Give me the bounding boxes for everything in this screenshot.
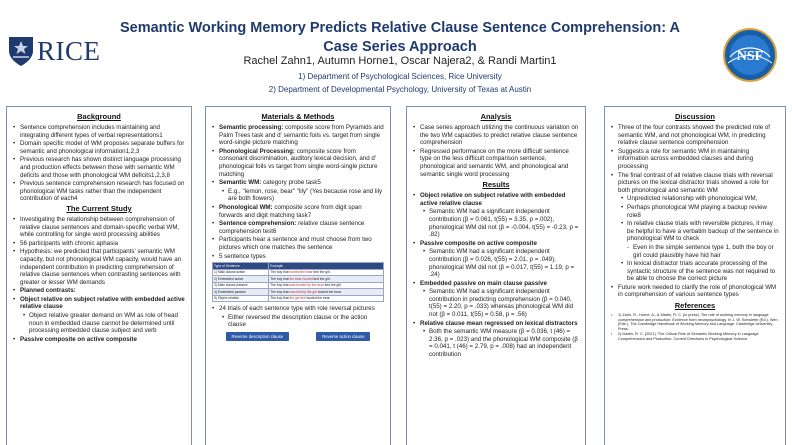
list-item: • Previous sentence comprehension research has focused on phonological WM tasks rather than the independent contribution of each4 <box>13 180 185 203</box>
list-item: • Suggests a role for semantic WM in maintaining information across embedded clauses and during processing <box>611 148 779 171</box>
list-item: • Semantic WM had a significant independent contribution (β = 0.061, t(55) = 3.35, p =.002), phonological WM did not (β = -0.004, t(55) = -0.23, p = .82) <box>413 208 579 238</box>
example-part: tied the girl. <box>324 283 342 288</box>
list-item <box>413 240 579 248</box>
result-4-heading: Relative clause mean regressed on lexical distractors <box>420 319 578 327</box>
rice-wordmark: RICE <box>37 35 101 66</box>
list-item: • In lexical distractor trials accurate processing of the syntactic structure of the sentence was not required to be able to choose the correct picture <box>611 260 779 283</box>
list-item: • In relative clause trials with reversible pictures, it may be helpful to have a verbatim backup of the sentence in phonological WM to check <box>611 220 779 243</box>
example-highlight: hunted the bear <box>289 270 314 275</box>
semantic-wm-label: Semantic WM: <box>219 179 262 187</box>
results-list <box>413 192 579 358</box>
list-item: • Investigating the relationship between comprehension of relative clause sentences and domain-specific verbal WM, while controlling for single word processing abilities <box>13 216 185 239</box>
background-list <box>13 124 185 203</box>
list-item <box>212 148 384 178</box>
sentence-comprehension-text: relative clause sentence comprehension test6 <box>219 220 365 235</box>
list-item <box>212 204 384 219</box>
table-cell <box>269 295 384 302</box>
result-1-heading: Object relative on subject relative with embedded active relative clause <box>420 192 566 207</box>
phonological-processing-text: composite score from consonant discrimination, auditory lexical decision, and d' phonological foils vs target from single word-single picture matching <box>219 147 378 178</box>
example-part: tied the girl. <box>313 270 331 275</box>
list-item <box>13 287 185 295</box>
list-item: • Object relative greater demand on WM as role of head noun in embedded clause cannot be determined until processing embedded clause subject and verb <box>13 312 185 335</box>
list-item: • Unpredicted relationship with phonological WM, <box>611 195 779 203</box>
references-list <box>611 313 779 342</box>
example-part: The boy that <box>270 283 290 288</box>
example-part: The boy that <box>270 289 290 294</box>
rice-shield-icon <box>8 35 34 67</box>
list-item <box>13 336 185 344</box>
semantic-processing-text: composite score from Pyramids and Palm Trees task and d' semantic foils vs. target from single word-single picture matching <box>219 124 384 147</box>
example-highlight: the bear hunted <box>289 276 314 281</box>
semantic-processing-label: Semantic processing: <box>219 124 284 131</box>
list-item: • The final contrast of all relative clause trials with reversal pictures on the lexical distractor trials showed a role for both phonological and semantic WM <box>611 172 779 195</box>
list-item: • Both the semantic WM measure (β = 0.036, t (46) = 2.36, p = .023) and the phonological WM composite (β = 0.041, t (46) = 2.79, p = .008) had an independent contribution <box>413 328 579 358</box>
example-highlight: was tied by the girl <box>289 289 318 294</box>
example-part: The boy that <box>270 296 290 301</box>
poster-affiliations <box>200 70 600 96</box>
background-panel <box>6 106 192 445</box>
list-item: - Even in the simple sentence type 1, both the boy or girl could plausibly have hid hair <box>611 244 779 259</box>
list-item: • 24 trials of each sentence type with role reversal pictures <box>212 305 384 313</box>
list-item <box>212 124 384 147</box>
poster-header <box>0 0 792 98</box>
contrast-2: Passive composite on active composite <box>20 335 137 343</box>
list-item: • Perhaps phonological WM playing a backup review role8 <box>611 204 779 219</box>
phonological-wm-label: Phonological WM: <box>219 203 273 211</box>
list-item: • Case series approach utilizing the continuous variation on the two WM capacities to predict relative clause sentence comprehension <box>413 124 579 147</box>
table-cell: 1) Main clause active <box>213 269 269 276</box>
table-cell: 2) Embedded active <box>213 276 269 283</box>
list-item: • Three of the four contrasts showed the predicted role of semantic WM, and not phonological WM, in predicting relative clause sentence comprehension <box>611 124 779 147</box>
phonological-wm-text: composite score from digit span forwards and digit matching task7 <box>219 203 362 219</box>
reference-item: • 1) Zahn, R., Horne, A., & Martin, R. C. (in press). The role of working memory in language comprehension and production: Evidence from neuropsychology. In J. W. Schwieter (Ed.), Wen (Eds.), The Cambridge Handbook of Working Memory and Language. Cambridge University Press. <box>611 313 779 331</box>
sentence-types-table <box>212 262 384 302</box>
list-item: • Hypothesis: we predicted that participants' semantic WM capacity, but not phonological WM capacity, would have an independent contribution in predicting comprehension of relative clause sentences when contrasting sentences with greater or lesser WM demands <box>13 248 185 286</box>
table-row <box>213 295 384 302</box>
analysis-panel <box>406 106 586 445</box>
list-item: • Semantic WM had a significant independent contribution (β = 0.026, t(55) = 2.01, p = .049), phonological WM did not (β = 0.017, t(55) = 1.19, p = .24) <box>413 248 579 278</box>
example-highlight: was hunted by the bear <box>289 283 325 288</box>
trials-list <box>212 305 384 329</box>
background-title: Background <box>77 112 121 121</box>
list-item: • Either reversed the description clause or the action clause <box>212 314 384 329</box>
list-item <box>413 192 579 207</box>
example-part: hunted the bear. <box>317 289 342 294</box>
nsf-wordmark: NSF <box>736 49 764 64</box>
list-item: • 56 participants with chronic aphasia <box>13 240 185 248</box>
discussion-panel <box>604 106 786 445</box>
analysis-title: Analysis <box>480 112 512 121</box>
list-item: • Semantic WM had a significant independent contribution in predicting comprehension (β = 0.040, t(55) = 2.20, p = .033) whereas phonological WM did not (β = 0.011, t(55) = 0.58, p = .56) <box>413 288 579 318</box>
affiliation-1: 1) Department of Psychological Sciences, Rice University <box>298 72 502 81</box>
table-cell: 5) Object relative <box>213 295 269 302</box>
list-item: • Previous research has shown distinct language processing and production effects between those with semantic WM deficits and those with phonological WM deficits1,2,3,8 <box>13 156 185 179</box>
list-item: • Domain specific model of WM proposes separate buffers for semantic and phonological information1,2,3 <box>13 140 185 155</box>
list-item: • E.g., "lemon, rose, bear" "lily" (Yes because rose and lily are both flowers) <box>212 188 384 203</box>
table-cell: 3) Main clause passive <box>213 282 269 289</box>
rice-logo <box>8 34 118 68</box>
table-header-cell: Type of Sentence <box>213 263 269 270</box>
contrast-1: Object relative on subject relative with embedded active relative clause <box>20 295 185 311</box>
current-study-list <box>13 216 185 344</box>
methods-list <box>212 124 384 260</box>
nsf-logo-icon <box>722 27 778 83</box>
list-item <box>13 296 185 311</box>
example-part: The boy that <box>270 270 290 275</box>
discussion-list <box>611 124 779 299</box>
table-header-cell: Example <box>269 263 384 270</box>
example-part: hunted the bear. <box>306 296 331 301</box>
list-item <box>212 179 384 187</box>
reference-item: • 2) Martin, R. C. (2021). The Critical Role of Semantic Working Memory in Language Comprehension and Production. Current Directions in Psychological Science. <box>611 332 779 341</box>
list-item: • Future work needed to clarify the role of phonological WM in comprehension of various sentence types <box>611 284 779 299</box>
semantic-wm-text: category probe task5 <box>261 179 321 187</box>
stimulus-examples <box>212 332 384 341</box>
example-highlight: the girl tied <box>289 296 307 301</box>
poster-title: Semantic Working Memory Predicts Relative Clause Sentence Comprehension: A Case Series Approach <box>119 20 681 55</box>
list-item: • Participants hear a sentence and must choose from two pictures which one matches the sentence <box>212 236 384 251</box>
affiliation-2: 2) Department of Developmental Psychology, University of Texas at Austin <box>268 85 532 94</box>
list-item <box>413 320 579 328</box>
result-2-heading: Passive composite on active composite <box>420 239 537 247</box>
example-part: The boy that <box>270 276 290 281</box>
list-item <box>212 220 384 235</box>
list-item: • Sentence comprehension includes maintaining and integrating different types of verbal representations1 <box>13 124 185 139</box>
planned-contrasts-label: Planned contrasts: <box>20 287 76 295</box>
list-item: • 5 sentence types <box>212 253 384 261</box>
phonological-processing-label: Phonological Processing: <box>219 147 295 155</box>
current-study-title: The Current Study <box>66 203 132 213</box>
example-part: tied the girl. <box>313 276 331 281</box>
sentence-comprehension-label: Sentence comprehension: <box>219 220 297 228</box>
table-cell: 4) Embedded passive <box>213 289 269 296</box>
discussion-title: Discussion <box>674 112 715 121</box>
methods-panel <box>205 106 391 445</box>
results-title: Results <box>482 180 510 190</box>
poster-authors: Rachel Zahn1, Autumn Horne1, Oscar Najera2, & Randi Martin1 <box>243 55 557 67</box>
reverse-description-label: Reverse description clause <box>226 332 290 341</box>
list-item <box>413 280 579 288</box>
analysis-list <box>413 124 579 178</box>
list-item: • Regressed performance on the more difficult sentence type on the less difficult comparison sentence, phonological and semantic WM, and phonological and semantic single word processing <box>413 148 579 178</box>
references-title: References <box>674 301 716 311</box>
result-3-heading: Embedded passive on main clause passive <box>420 279 547 287</box>
methods-title: Materials & Methods <box>261 112 335 121</box>
reverse-action-label: Reverse action clause <box>316 332 370 341</box>
